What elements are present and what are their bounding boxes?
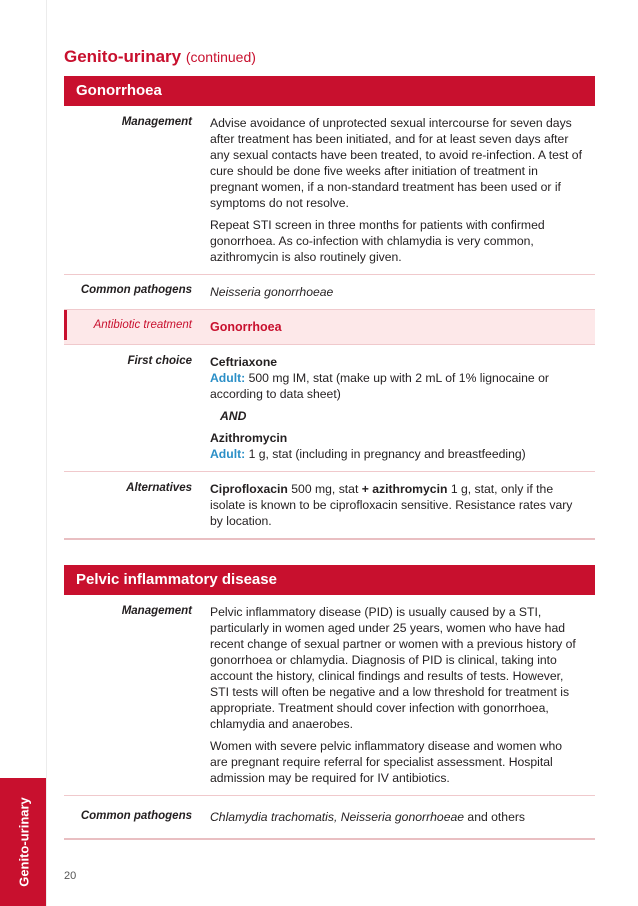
pathogens-label: Common pathogens (80, 810, 192, 822)
antibiotic-value: Gonorrhoea (210, 320, 282, 334)
gonorrhoea-header: Gonorrhoea (64, 76, 595, 106)
adult-label: Adult: (210, 371, 246, 385)
dose-text: 1 g, stat (including in pregnancy and breastfeeding) (248, 447, 526, 461)
drug-name: Ceftriaxone (210, 355, 278, 369)
page-title (64, 47, 256, 67)
management-label: Management (121, 116, 192, 128)
adult-label: Adult: (210, 447, 246, 461)
management-paragraph: Repeat STI screen in three months for patients with confirmed gonorrhoea. As co-infection with chlamydia is very common, azithromycin is also routinely given. (210, 218, 545, 264)
alt-dose: 500 mg, stat (291, 482, 359, 496)
management-paragraph: Advise avoidance of unprotected sexual intercourse for seven days after treatment has been initiated, and for at least seven days after any sexual contacts have been treated, to avoid re-infection. A test of cure should be done five weeks after initiation of treatment in pregnant women, if a non-standard treatment has been used or if symptoms do not resolve. (210, 116, 582, 210)
drug-name: Azithromycin (210, 431, 288, 445)
pathogens-names: Chlamydia trachomatis, Neisseria gonorrhoeae (210, 810, 465, 824)
first-choice-value (202, 345, 595, 471)
page-number: 20 (64, 870, 77, 882)
antibiotic-label: Antibiotic treatment (93, 319, 192, 331)
pid-section (64, 565, 595, 840)
pid-management-row (64, 595, 595, 796)
page-title-main: Genito-urinary (64, 47, 182, 66)
pid-pathogens-row (64, 796, 595, 840)
alt-drug: Ciprofloxacin (210, 482, 288, 496)
alt-plus: + azithromycin (361, 482, 448, 496)
and-connector: AND (220, 409, 247, 423)
antibiotic-marker (64, 310, 67, 340)
gonorrhoea-pathogens-row (64, 275, 595, 310)
antibiotic-treatment-row (64, 310, 595, 345)
management-text (202, 595, 595, 795)
management-text (202, 106, 595, 274)
side-divider (46, 0, 47, 906)
gonorrhoea-management-row (64, 106, 595, 275)
alternatives-label: Alternatives (126, 482, 192, 494)
alternatives-value (202, 472, 595, 538)
management-paragraph: Pelvic inflammatory disease (PID) is usually caused by a STI, particularly in women aged under 25 years, women who have had recent change of sexual partner or women with a previous history of gonorrhoea or chlamydia. Diagnosis of PID is clinical, taking into account the history, clinical findings and results of tests. However, STI tests will often be negative and a low threshold for treatment is appropriate. Treatment should cover infection with gonorrhoea, chlamydia and anaerobes. (210, 605, 576, 731)
page-title-continued: (continued) (185, 49, 256, 65)
pathogens-suffix: and others (467, 810, 526, 824)
management-label: Management (121, 605, 192, 617)
alt-rest: 1 g, stat, only if the isolate is known to be ciprofloxacin sensitive. Resistance rates vary by location. (210, 482, 573, 528)
drug-dose (210, 446, 583, 462)
alternatives-row (64, 472, 595, 540)
first-choice-label: First choice (127, 355, 192, 367)
section-tab-label: Genito-urinary (16, 797, 32, 887)
side-tab-bar (0, 0, 47, 906)
pid-header: Pelvic inflammatory disease (64, 565, 595, 595)
pathogens-label: Common pathogens (80, 284, 192, 296)
pathogens-value (202, 796, 595, 838)
gonorrhoea-section (64, 76, 595, 540)
drug-dose (210, 370, 583, 402)
pathogens-value: Neisseria gonorrhoeae (210, 285, 334, 299)
side-strip (0, 0, 47, 906)
first-choice-row (64, 345, 595, 472)
dose-text: 500 mg IM, stat (make up with 2 mL of 1% lignocaine or according to data sheet) (210, 371, 549, 401)
management-paragraph: Women with severe pelvic inflammatory disease and women who are pregnant require referral for specialist assessment. Hospital admission may be required for IV antibiotics. (210, 739, 563, 785)
